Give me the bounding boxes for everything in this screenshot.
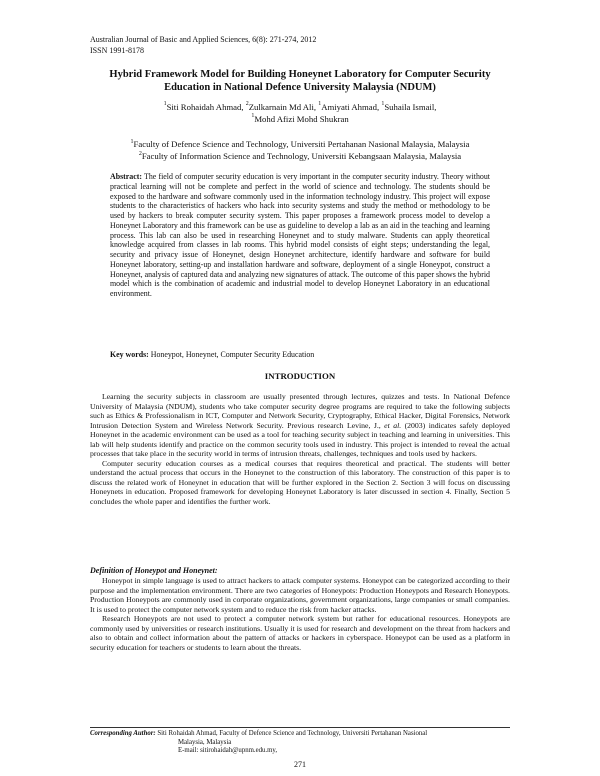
keywords-label: Key words: bbox=[110, 350, 149, 359]
corresponding-text: Malaysia, Malaysia bbox=[178, 738, 232, 746]
journal-citation: Australian Journal of Basic and Applied Sciences, 6(8): 271-274, 2012 bbox=[90, 35, 317, 44]
author-name: Zulkarnain Md Ali, bbox=[248, 102, 319, 112]
paragraph-text: (2003) indicates safely deployed Honeynet in the academic environment can be used as a tool for teaching security subject in teaching and learning in universities. This lab will help students identify and practice on the common security tools used in industry. This project is intended to reveal the actual processes that take place in the security world in terms of intrusion threats, challenges, techniques and tools used by hackers. bbox=[90, 420, 511, 459]
emphasis: et al. bbox=[384, 420, 402, 430]
footer-divider bbox=[90, 727, 510, 728]
affiliation bbox=[90, 151, 510, 163]
author-list bbox=[90, 101, 510, 125]
corresponding-author bbox=[90, 730, 510, 756]
title-line-2: Education in National Defence University Malaysia (NDUM) bbox=[164, 82, 436, 93]
author-sup: 1 bbox=[381, 101, 385, 107]
journal-header bbox=[90, 34, 316, 56]
keywords-text: Honeypot, Honeynet, Computer Security Education bbox=[148, 350, 315, 359]
abstract bbox=[110, 172, 490, 299]
title-line-1: Hybrid Framework Model for Building Honeynet Laboratory for Computer Security bbox=[109, 69, 491, 80]
affiliation bbox=[90, 139, 510, 151]
affiliation-text: Faculty of Defence Science and Technology, Universiti Pertahanan Nasional Malaysia, Malaysia bbox=[133, 139, 470, 149]
paragraph-text: Learning the security subjects in classroom are usually presented through lectures, quizzes and tests. In National Defence University of Malaysia (NDUM), students who take computer security degree programs are required to take the following subjects such as Ethics & Professionalism in ICT, Computer and Network Security, Cryptography, Ethical Hacker, Digital Forensics, Network Intrusion Detection System and Wireless Network Security. Previous research Levine, J., bbox=[90, 392, 510, 430]
corresponding-text: Siti Rohaidah Ahmad, Faculty of Defence Science and Technology, Universiti Pertahanan Nasional bbox=[155, 730, 428, 737]
abstract-text: The field of computer security education is very important in the computer security industry. Theory without practical learning will not be complete and perfect in the world of science and technology. The students should be exposed to the hardware and software commonly used in the information technology industry. This project will expose students to the characteristics of hackers who hack into security systems and study the method or methodology to be used by hackers to break computer security system. This paper proposes a framework process model to develop a Honeynet Laboratory and this framework can be use as guideline to develop a lab as an aid in the teaching and learning process. This lab can also be used in researching Honeynet and to study malware. Students can apply theoretical knowledge acquired from classes in lab rooms. This hybrid model consists of eight steps; understanding the legal, security and privacy issue of Honeynet, design Honeynet architecture, identify hardware and software for build Honeynet laboratory, setting-up and installation hardware and software, deployment of a single Honeypot, construct a Honeynet, analysis of captured data and analyzing new signatures of attack. The outcome of this paper shows the hybrid model which is the combination of academic and industrial model to develop Honeynet Laboratory in an educational environment. bbox=[110, 172, 490, 298]
author-sup: 1 bbox=[251, 113, 255, 119]
affiliation-list bbox=[90, 139, 510, 162]
definition-body bbox=[90, 576, 510, 652]
paragraph: Research Honeypots are not used to protect a computer network system but rather for educational resources. Honeypots are commonly used by universities or research institutions. Usually it is used for research and development on the threat from hackers and also to obtain and collect information about the pattern of attacks or hackers in cyberspace. Honeypot can be used as a platform in security education for teachers or students to learn about the threats. bbox=[90, 614, 510, 652]
author-name: Amiyati Ahmad, bbox=[321, 102, 382, 112]
section-heading: INTRODUCTION bbox=[264, 371, 336, 381]
corresponding-email[interactable]: E-mail: sitirohaidah@upnm.edu.my, bbox=[178, 747, 278, 755]
author-sup: 1 bbox=[163, 101, 167, 107]
paragraph: Computer security education courses as a medical courses that requires theoretical and practical. The students will better understand the actual process that occurs in the Honeynet to the construction of this laboratory. The construction of this paper is to discuss the related work of Honeynet in education that will be further explored in the Section 2. Section 3 will focus on discussing Honeynets in education. Proposed framework for developing Honeynet Laboratory is later discussed in section 4. Finally, Section 5 concludes the whole paper and identifies the further work. bbox=[90, 458, 510, 507]
author-name: Mohd Afizi Mohd Shukran bbox=[254, 114, 349, 124]
keywords bbox=[110, 350, 490, 360]
paragraph bbox=[90, 392, 510, 459]
author-name: Siti Rohaidah Ahmad, bbox=[166, 102, 246, 112]
page-number: 271 bbox=[294, 760, 306, 769]
author-sup: 2 bbox=[245, 101, 249, 107]
affiliation-text: Faculty of Information Science and Technology, Universiti Kebangsaan Malaysia, Malaysia bbox=[141, 150, 462, 161]
affiliation-sup: 2 bbox=[138, 150, 142, 157]
author-name: Suhaila Ismail, bbox=[384, 102, 437, 112]
journal-issn: ISSN 1991-8178 bbox=[90, 46, 145, 55]
abstract-label: Abstract: bbox=[110, 172, 142, 181]
paragraph: Honeypot in simple language is used to attract hackers to attack computer systems. Honeypot can be categorized according to their purpose and the implementation environment. There are two categories of Honeypots: Production Honeypots and Research Honeypots. Production Honeypots are commonly used in corporate organizations, government organizations, large companies or small companies. It is used to protect the computer network system and to reduce the risk from hacker attacks. bbox=[90, 576, 510, 614]
subsection-heading: Definition of Honeypot and Honeynet: bbox=[90, 566, 218, 575]
paper-title bbox=[90, 68, 510, 94]
introduction-body bbox=[90, 392, 510, 507]
corresponding-label: Corresponding Author: bbox=[90, 730, 156, 737]
affiliation-sup: 1 bbox=[130, 139, 134, 145]
author-sup: 1 bbox=[318, 101, 322, 107]
